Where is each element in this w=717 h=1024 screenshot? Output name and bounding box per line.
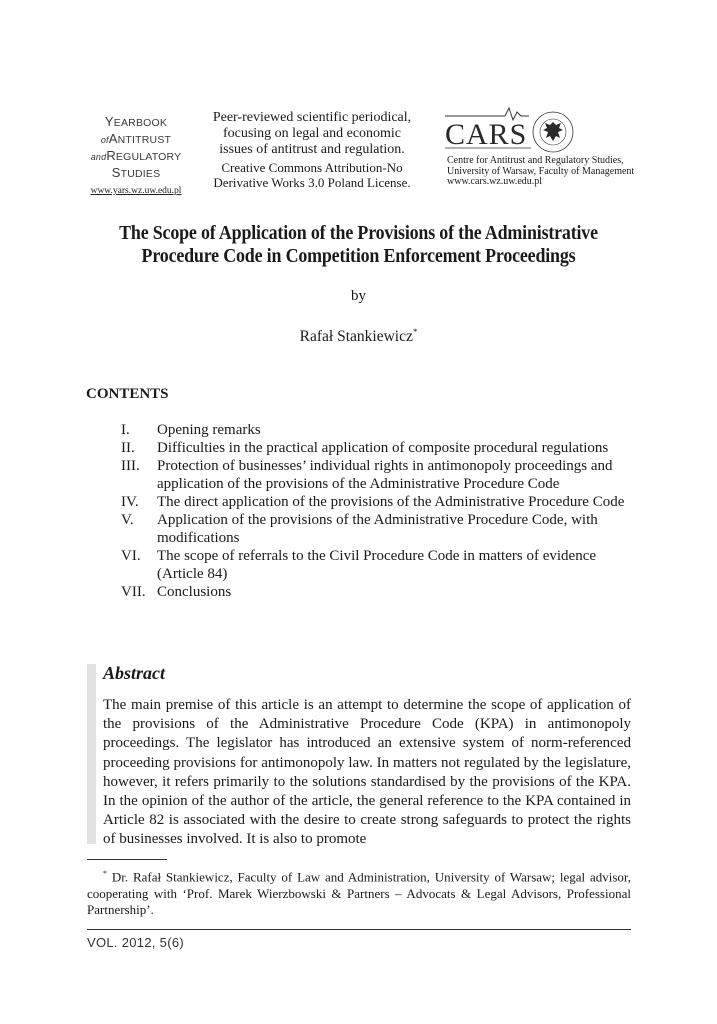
volume-label: VOL. 2012, 5(6) xyxy=(87,935,184,950)
periodical-line-1: Peer-reviewed scientific periodical, xyxy=(212,110,412,125)
license-line-2: Derivative Works 3.0 Poland License. xyxy=(213,175,411,190)
abstract-sidebar-bar xyxy=(87,664,96,844)
toc-item[interactable]: V. Application of the provisions of the Administrative Procedure Code, with modifications xyxy=(121,512,598,546)
page-header xyxy=(0,0,717,200)
cars-logo-text: CARS xyxy=(445,118,528,151)
footer-divider xyxy=(87,929,631,930)
periodical-line-3: issues of antitrust and regulation. xyxy=(219,142,405,157)
periodical-line-2: focusing on legal and economic xyxy=(222,126,402,141)
author-footnote-mark[interactable]: * xyxy=(412,327,418,337)
yearbook-logo: YEARBOOK ofANTITRUST andREGULATORY STUDIES www.yars.wz.uw.edu.pl xyxy=(86,114,186,199)
footnote-mark: * xyxy=(103,869,107,878)
toc-item[interactable]: III. Protection of businesses’ individual rights in antimonopoly proceedings and application of the provisions of the Administrative Procedure Code xyxy=(121,458,613,492)
footnote-divider xyxy=(87,859,167,860)
cars-logo xyxy=(443,104,583,154)
cars-line-1: Centre for Antitrust and Regulatory Studies, xyxy=(447,155,624,166)
periodical-description xyxy=(202,110,422,190)
abstract-heading: Abstract xyxy=(103,663,166,683)
title-line-2: Procedure Code in Competition Enforcement Proceedings xyxy=(141,246,576,267)
cars-line-2: University of Warsaw, Faculty of Management xyxy=(447,165,635,177)
table-of-contents xyxy=(118,421,638,601)
toc-item[interactable]: IV. The direct application of the provisions of the Administrative Procedure Code xyxy=(121,494,625,510)
abstract-body: The main premise of this article is an attempt to determine the scope of application of the provisions of the Administrative Procedure Code (KPA) in antimonopoly proceedings. The legislator has introduced an extensive system of norm-referenced proceeding provisions for antimonopoly law. In matters not regulated by the legislature, however, it refers primarily to the solutions standardised by the provisions of the KPA. In the opinion of the author of the article, the general reference to the KPA contained in Article 82 is associated with the desire to create strong safeguards to protect the rights of businesses involved. It is also to promote xyxy=(103,697,631,848)
toc-item[interactable]: VII. Conclusions xyxy=(121,584,232,600)
author-name: Rafał Stankiewicz* xyxy=(299,327,418,346)
cars-url-link[interactable]: www.cars.wz.uw.edu.pl xyxy=(447,176,543,187)
contents-heading: CONTENTS xyxy=(86,386,169,402)
cars-affiliation xyxy=(447,156,637,188)
title-line-1: The Scope of Application of the Provisions of the Administrative xyxy=(119,223,598,244)
yearbook-url-link[interactable]: www.yars.wz.uw.edu.pl xyxy=(90,186,182,196)
license-line-1: Creative Commons Attribution-No xyxy=(221,160,403,175)
footnote-text: Dr. Rafał Stankiewicz, Faculty of Law and Administration, University of Warsaw; legal advisor, cooperating with ‘Prof. Marek Wierzbowski & Partners – Advocats & Legal Advisors, Professional Partnership’. xyxy=(87,869,631,918)
eagle-emblem-icon xyxy=(533,112,573,152)
toc-item[interactable]: I. Opening remarks xyxy=(121,422,261,438)
footnote xyxy=(87,866,631,919)
toc-item[interactable]: II. Difficulties in the practical application of composite procedural regulations xyxy=(121,440,609,456)
article-title xyxy=(93,222,624,268)
toc-item[interactable]: VI. The scope of referrals to the Civil Procedure Code in matters of evidence (Article 84) xyxy=(121,548,597,582)
by-label: by xyxy=(351,288,366,304)
